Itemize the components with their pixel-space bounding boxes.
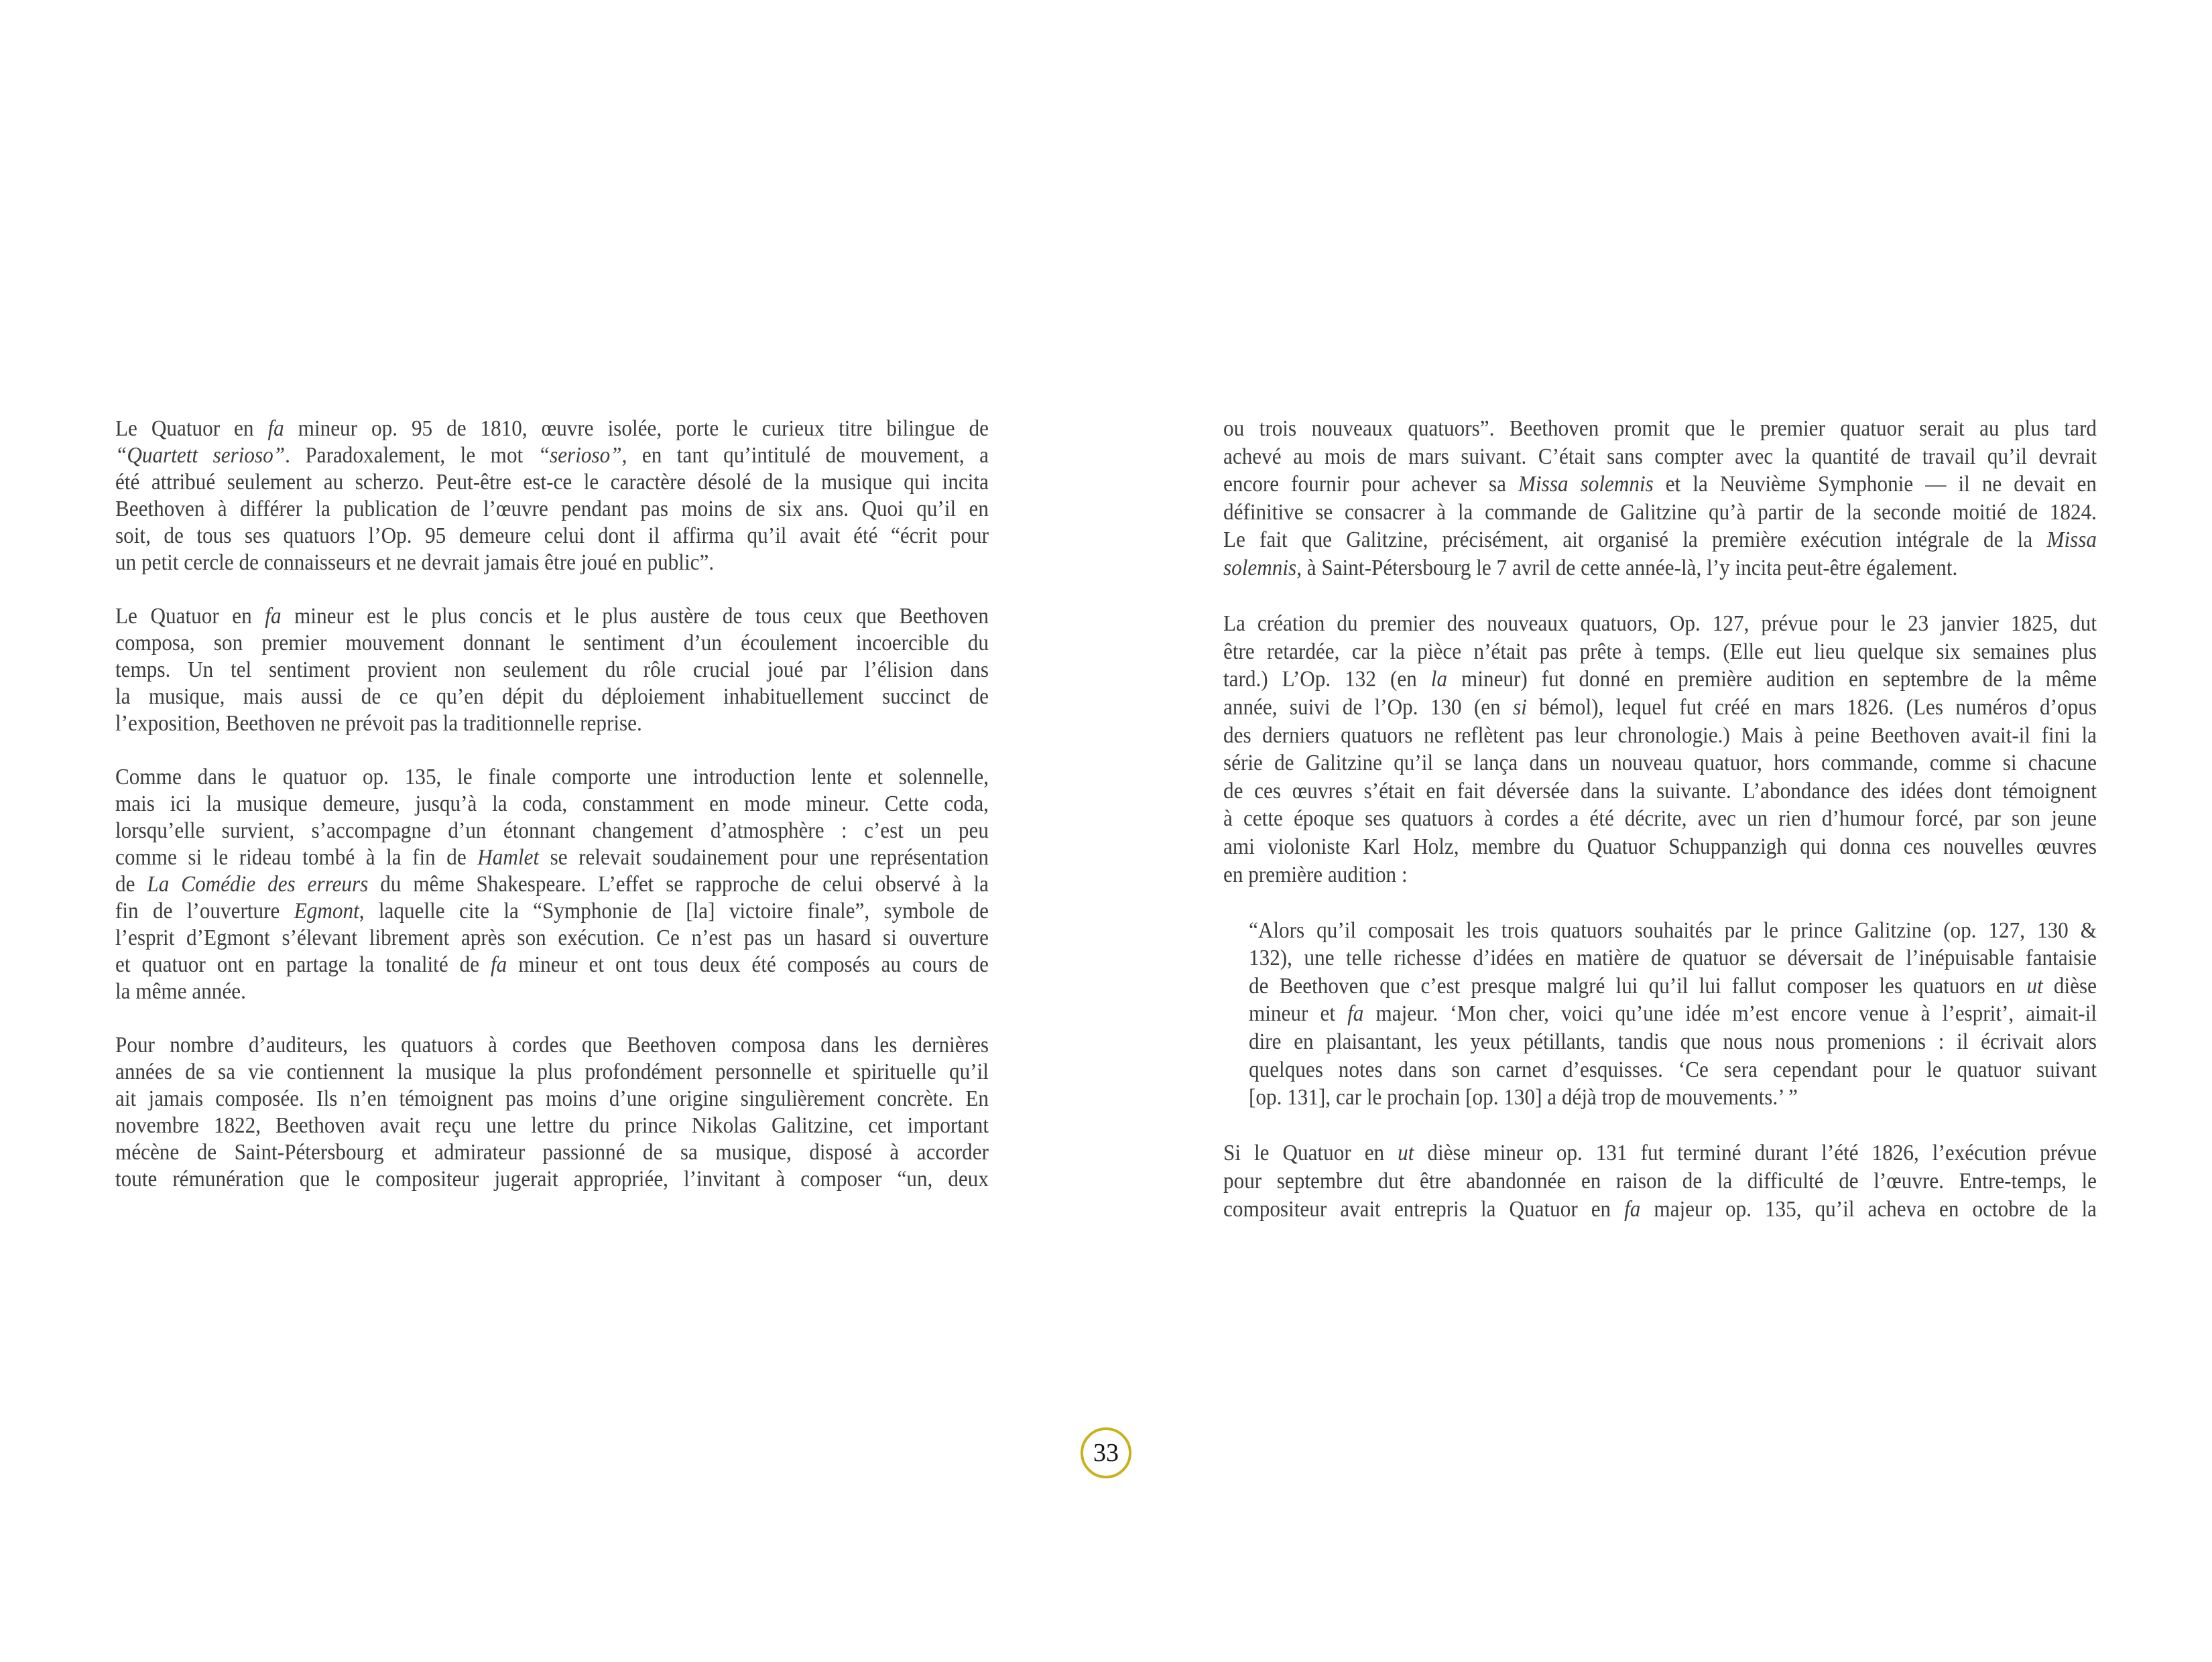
text-line	[115, 496, 989, 523]
paragraph	[115, 764, 989, 1005]
paragraph	[115, 1032, 989, 1193]
text-line	[115, 764, 989, 791]
text-line	[115, 523, 989, 550]
text-line	[115, 1112, 989, 1139]
text-line	[115, 1166, 989, 1193]
block-quote	[1223, 917, 2097, 1112]
text-line-content: été attribué seulement au scherzo. Peut-être est-ce le caractère désolé de la musique qui incita	[115, 470, 989, 495]
text-line	[1223, 1140, 2097, 1168]
paragraph	[1223, 416, 2097, 583]
text-line	[115, 710, 989, 737]
text-line	[1223, 694, 2097, 722]
text-line	[115, 978, 989, 1005]
text-line-content: “Alors qu’il composait les trois quatuors souhaités par le prince Galitzine (op. 127, 130 &	[1249, 917, 2097, 943]
text-line-content: lorsqu’elle survient, s’accompagne d’un étonnant changement d’atmosphère : c’est un peu	[115, 818, 989, 843]
text-line	[115, 603, 989, 630]
paragraph	[115, 603, 989, 737]
text-line-content: années de sa vie contiennent la musique la plus profondément personnelle et spirituelle qu’il	[115, 1060, 989, 1084]
text-line	[1223, 1168, 2097, 1196]
text-line-content: soit, de tous ses quatuors l’Op. 95 demeure celui dont il affirma qu’il avait été “écrit pour	[115, 523, 989, 548]
text-line-content: mais ici la musique demeure, jusqu’à la coda, constamment en mode mineur. Cette coda,	[115, 791, 989, 816]
text-line-content: définitive se consacrer à la commande de Galitzine qu’à partir de la seconde moitié de 1824.	[1223, 499, 2097, 525]
text-line	[115, 630, 989, 657]
text-line	[115, 657, 989, 684]
text-line	[115, 925, 989, 952]
text-line-content: fin de l’ouverture Egmont, laquelle cite la “Symphonie de [la] victoire finale”, symbole de	[115, 899, 989, 923]
text-line-content: “Quartett serioso”. Paradoxalement, le mot “serioso”, en tant qu’intitulé de mouvement, a	[115, 443, 989, 468]
text-line-content: et quatuor ont en partage la tonalité de fa mineur et ont tous deux été composés au cours de	[115, 952, 989, 977]
text-line	[1249, 1057, 2097, 1085]
text-line	[1223, 639, 2097, 667]
paragraph	[115, 416, 989, 576]
text-line-content: série de Galitzine qu’il se lança dans un nouveau quatuor, hors commande, comme si chacune	[1223, 751, 2097, 776]
paragraph-gap	[1223, 1112, 2097, 1141]
text-line	[1223, 750, 2097, 778]
page-number-badge	[1081, 1427, 1131, 1478]
text-line-content: l’esprit d’Egmont s’élevant librement après son exécution. Ce n’est pas un hasard si ouverture	[115, 925, 989, 950]
text-line	[115, 684, 989, 710]
text-line	[115, 952, 989, 978]
text-line-content: comme si le rideau tombé à la fin de Hamlet se relevait soudainement pour une représentation	[115, 845, 989, 870]
text-line-content: la même année.	[115, 979, 246, 1004]
text-line-content: de Beethoven que c’est presque malgré lui qu’il lui fallut composer les quatuors en ut dièse	[1249, 973, 2097, 999]
text-line	[115, 791, 989, 818]
text-line	[115, 416, 989, 442]
text-line	[1249, 973, 2097, 1001]
text-line-content: Le fait que Galitzine, précisément, ait organisé la première exécution intégrale de la Missa	[1223, 527, 2097, 553]
text-line	[1223, 722, 2097, 751]
text-line-content: Si le Quatuor en ut dièse mineur op. 131 fut terminé durant l’été 1826, l’exécution prévue	[1223, 1141, 2097, 1166]
text-line-content: quelques notes dans son carnet d’esquisses. ‘Ce sera cependant pour le quatuor suivant	[1249, 1057, 2097, 1082]
text-line-content: Comme dans le quatuor op. 135, le finale comporte une introduction lente et solennelle,	[115, 765, 989, 789]
text-line	[1223, 862, 2097, 890]
text-line	[1223, 471, 2097, 499]
text-line-content: mineur et fa majeur. ‘Mon cher, voici qu’une idée m’est encore venue à l’esprit’, aimait-il	[1249, 1001, 2097, 1027]
text-line-content: l’exposition, Beethoven ne prévoit pas la traditionnelle reprise.	[115, 711, 642, 736]
text-line	[1223, 444, 2097, 472]
paragraph-gap	[1223, 583, 2097, 611]
paragraph-gap	[115, 737, 989, 764]
text-line	[115, 818, 989, 844]
text-line	[115, 1059, 989, 1086]
text-line	[1249, 917, 2097, 946]
paragraph	[1223, 1140, 2097, 1224]
text-line-content: ou trois nouveaux quatuors”. Beethoven promit que le premier quatuor serait au plus tard	[1223, 416, 2097, 441]
text-line-content: à cette époque ses quatuors à cordes a été décrite, avec un rien d’humour forcé, par son jeune	[1223, 806, 2097, 832]
text-line	[1223, 499, 2097, 527]
paragraph	[1223, 611, 2097, 889]
text-line	[1223, 416, 2097, 444]
text-line-content: dire en plaisantant, les yeux pétillants, tandis que nous nous promenions : il écrivait alors	[1249, 1029, 2097, 1055]
text-line-content: en première audition :	[1223, 862, 1408, 887]
text-line	[1223, 666, 2097, 694]
text-line-content: des derniers quatuors ne reflètent pas leur chronologie.) Mais à peine Beethoven avait-il fini la	[1223, 722, 2097, 748]
text-line	[115, 469, 989, 496]
text-line-content: mécène de Saint-Pétersbourg et admirateur passionné de sa musique, disposé à accorder	[115, 1140, 989, 1165]
text-line	[1223, 834, 2097, 862]
left-column	[115, 416, 989, 1193]
text-line-content: être retardée, car la pièce n’était pas prête à temps. (Elle eut lieu quelque six semaines plus	[1223, 639, 2097, 664]
text-line-content: Pour nombre d’auditeurs, les quatuors à cordes que Beethoven composa dans les dernières	[115, 1033, 989, 1058]
text-line	[115, 442, 989, 469]
text-line-content: ami violoniste Karl Holz, membre du Quatuor Schuppanzigh qui donna ces nouvelles œuvres	[1223, 834, 2097, 859]
text-line	[1223, 555, 2097, 583]
text-line-content: composa, son premier mouvement donnant le sentiment d’un écoulement incoercible du	[115, 631, 989, 655]
text-line-content: année, suivi de l’Op. 130 (en si bémol), lequel fut créé en mars 1826. (Les numéros d’opus	[1223, 694, 2097, 720]
text-line	[115, 550, 989, 576]
right-column	[1223, 416, 2097, 1224]
page-number: 33	[1093, 1439, 1119, 1467]
text-line	[1223, 778, 2097, 806]
text-line-content: tard.) L’Op. 132 (en la mineur) fut donné en première audition en septembre de la même	[1223, 667, 2097, 692]
text-line-content: 132), une telle richesse d’idées en matière de quatuor se déversait de l’inépuisable fantaisie	[1249, 946, 2097, 971]
paragraph-gap	[1223, 889, 2097, 917]
text-line-content: Le Quatuor en fa mineur est le plus concis et le plus austère de tous ceux que Beethoven	[115, 604, 989, 629]
text-line	[1249, 1001, 2097, 1029]
text-line-content: temps. Un tel sentiment provient non seulement du rôle crucial joué par l’élision dans	[115, 657, 989, 682]
text-line	[1223, 611, 2097, 639]
text-line	[1223, 1196, 2097, 1224]
text-line	[1249, 1084, 2097, 1112]
text-line	[115, 1086, 989, 1112]
text-line	[1223, 806, 2097, 834]
text-line	[115, 871, 989, 898]
paragraph-gap	[115, 1005, 989, 1032]
text-line	[1223, 527, 2097, 555]
text-line-content: ait jamais composée. Ils n’en témoignent pas moins d’une origine singulièrement concrète. En	[115, 1086, 989, 1111]
text-line-content: la musique, mais aussi de ce qu’en dépit du déploiement inhabituellement succinct de	[115, 684, 989, 709]
text-line-content: de ces œuvres s’était en fait déversée dans la suivante. L’abondance des idées dont témoignent	[1223, 778, 2097, 804]
text-line	[115, 898, 989, 925]
paragraph-gap	[115, 576, 989, 603]
text-line-content: Le Quatuor en fa mineur op. 95 de 1810, œuvre isolée, porte le curieux titre bilingue de	[115, 416, 989, 441]
text-line-content: pour septembre dut être abandonnée en raison de la difficulté de l’œuvre. Entre-temps, le	[1223, 1169, 2097, 1194]
text-line-content: achevé au mois de mars suivant. C’était sans compter avec la quantité de travail qu’il devrait	[1223, 444, 2097, 469]
text-line-content: novembre 1822, Beethoven avait reçu une lettre du prince Nikolas Galitzine, cet important	[115, 1113, 989, 1138]
text-line-content: [op. 131], car le prochain [op. 130] a déjà trop de mouvements.’ ”	[1249, 1085, 1798, 1110]
text-line-content: La création du premier des nouveaux quatuors, Op. 127, prévue pour le 23 janvier 1825, dut	[1223, 611, 2097, 637]
text-line-content: Beethoven à différer la publication de l’œuvre pendant pas moins de six ans. Quoi qu’il en	[115, 497, 989, 521]
text-line	[1249, 1029, 2097, 1057]
text-line-content: compositeur avait entrepris la Quatuor en fa majeur op. 135, qu’il acheva en octobre de la	[1223, 1196, 2097, 1222]
text-line-content: toute rémunération que le compositeur jugerait appropriée, l’invitant à composer “un, deux	[115, 1167, 989, 1192]
text-line	[1249, 945, 2097, 973]
text-line-content: un petit cercle de connaisseurs et ne devrait jamais être joué en public”.	[115, 550, 715, 575]
text-line-content: de La Comédie des erreurs du même Shakespeare. L’effet se rapproche de celui observé à la	[115, 872, 989, 897]
text-line	[115, 1139, 989, 1166]
text-line	[115, 1032, 989, 1059]
text-line	[115, 844, 989, 871]
text-line-content: encore fournir pour achever sa Missa solemnis et la Neuvième Symphonie — il ne devait en	[1223, 472, 2097, 497]
text-line-content: solemnis, à Saint-Pétersbourg le 7 avril de cette année-là, l’y incita peut-être également.	[1223, 555, 1958, 580]
